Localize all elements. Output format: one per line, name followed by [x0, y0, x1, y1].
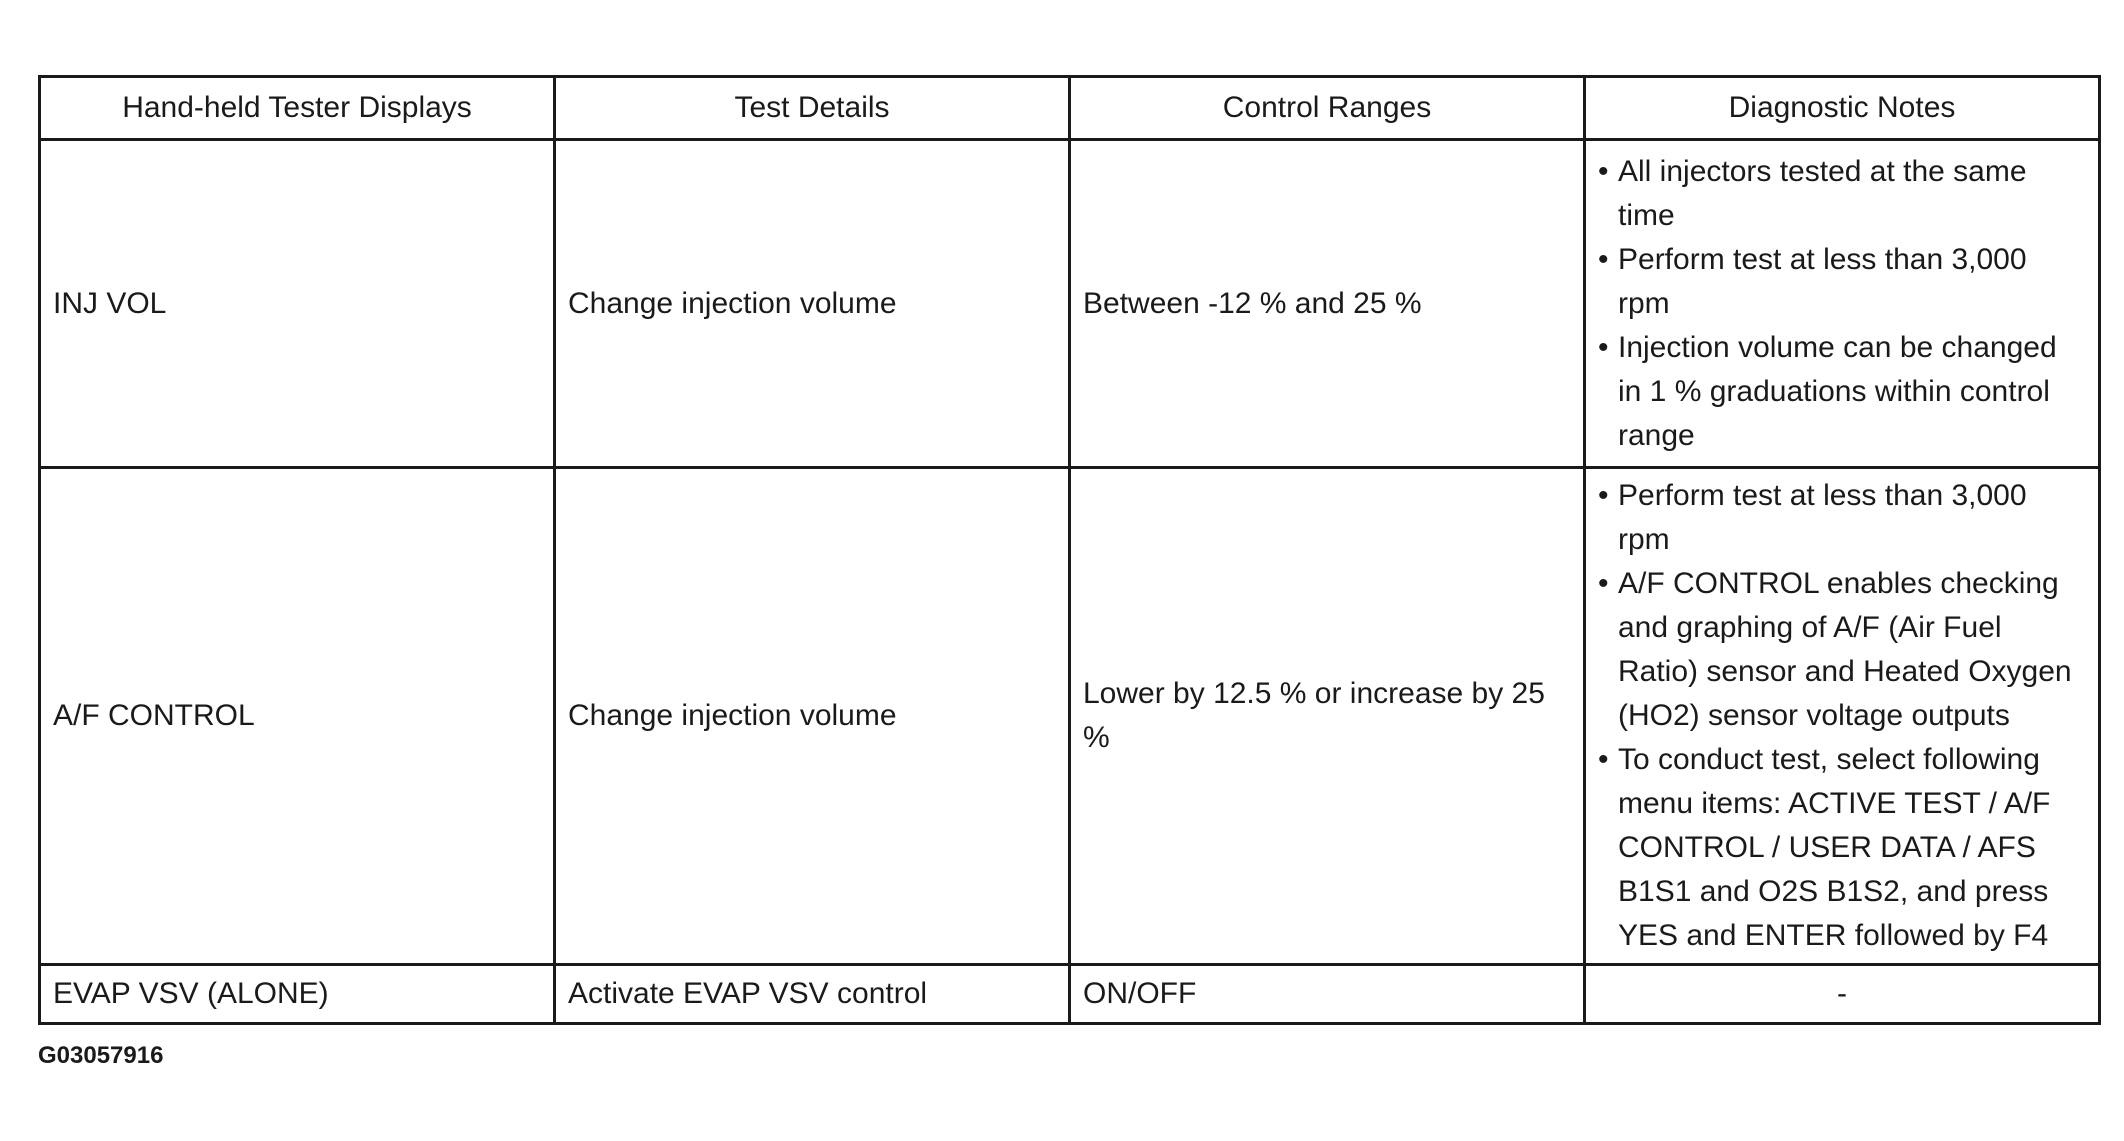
cell-control-range: ON/OFF [1070, 965, 1585, 1024]
note-item: • Perform test at less than 3,000 rpm [1598, 474, 2086, 562]
active-test-table [38, 75, 2101, 1025]
figure-id-label: G03057916 [38, 1042, 164, 1069]
column-header-diagnostic-notes: Diagnostic Notes [1585, 77, 2100, 140]
cell-diagnostic-notes [1585, 468, 2100, 965]
table-header-row [40, 77, 2100, 140]
cell-test-details: Change injection volume [555, 140, 1070, 468]
note-item: • All injectors tested at the same time [1598, 150, 2086, 238]
cell-tester-display: EVAP VSV (ALONE) [40, 965, 555, 1024]
table-row [40, 965, 2100, 1024]
note-item: • A/F CONTROL enables checking and graphing of A/F (Air Fuel Ratio) sensor and Heated Oxygen (HO2) sensor voltage outputs [1598, 562, 2086, 738]
cell-test-details: Change injection volume [555, 468, 1070, 965]
cell-tester-display: A/F CONTROL [40, 468, 555, 965]
diagnostic-table-container [38, 75, 2098, 1025]
column-header-control-ranges: Control Ranges [1070, 77, 1585, 140]
cell-control-range: Lower by 12.5 % or increase by 25 % [1070, 468, 1585, 965]
note-item: • Injection volume can be changed in 1 % graduations within control range [1598, 326, 2086, 458]
cell-tester-display: INJ VOL [40, 140, 555, 468]
cell-diagnostic-notes: - [1585, 965, 2100, 1024]
notes-list [1598, 150, 2086, 458]
cell-test-details: Activate EVAP VSV control [555, 965, 1070, 1024]
note-item: • Perform test at less than 3,000 rpm [1598, 238, 2086, 326]
cell-control-range: Between -12 % and 25 % [1070, 140, 1585, 468]
notes-list [1598, 474, 2086, 958]
column-header-test-details: Test Details [555, 77, 1070, 140]
cell-diagnostic-notes [1585, 140, 2100, 468]
table-row [40, 140, 2100, 468]
table-row [40, 468, 2100, 965]
column-header-tester-displays: Hand-held Tester Displays [40, 77, 555, 140]
note-item: • To conduct test, select following menu items: ACTIVE TEST / A/F CONTROL / USER DATA / AFS B1S1 and O2S B1S2, and press YES and ENTER followed by F4 [1598, 738, 2086, 958]
